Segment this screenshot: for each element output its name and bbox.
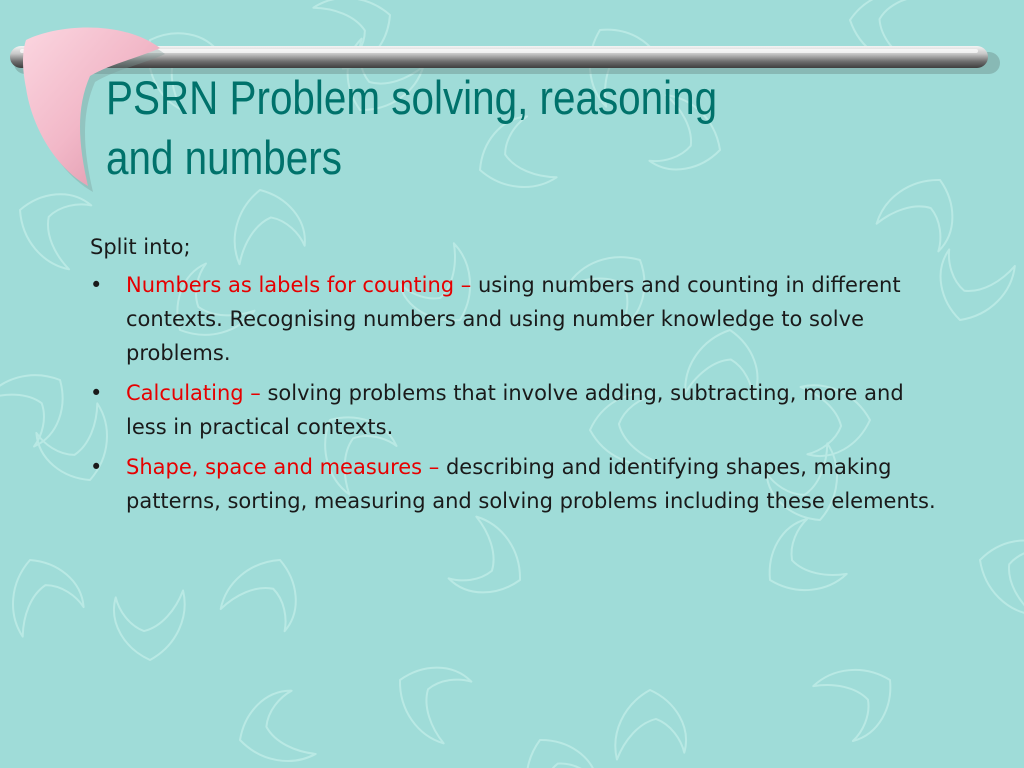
intro-text: Split into;: [90, 235, 191, 259]
bullet-marker: •: [90, 381, 103, 405]
bullet-marker: •: [90, 273, 103, 297]
title-line-1: PSRN Problem solving, reasoning: [106, 71, 718, 124]
bullet-calculating: [90, 376, 950, 444]
slide-title: [106, 68, 863, 188]
bullet-highlight: Calculating –: [126, 381, 268, 405]
bullet-text: describing and identifying shapes, making patterns, sorting, measuring and solving problems including these elements.: [126, 455, 936, 513]
bullet-text: solving problems that involve adding, subtracting, more and less in practical contexts.: [126, 381, 904, 439]
bullet-numbers: [90, 268, 950, 370]
bullet-list: [90, 268, 950, 518]
slide-body: [90, 230, 950, 524]
title-line-2: and numbers: [106, 131, 342, 184]
bullet-shape-space: [90, 450, 950, 518]
bullet-text: using numbers and counting in different contexts. Recognising numbers and using number knowledge to solve problems.: [126, 273, 901, 365]
bullet-highlight: Shape, space and measures –: [126, 455, 446, 479]
bullet-marker: •: [90, 455, 103, 479]
bullet-highlight: Numbers as labels for counting –: [126, 273, 478, 297]
